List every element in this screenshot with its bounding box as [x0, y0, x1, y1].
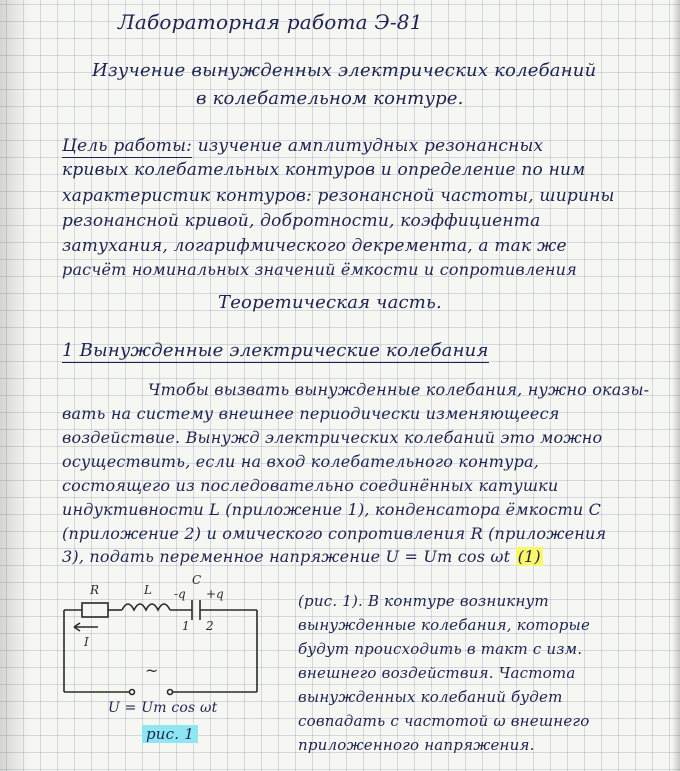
inductor-symbol	[122, 604, 170, 610]
section-1-line-2: вать на систему внешнее периодически изменяющееся	[62, 404, 560, 423]
figure-text-line-7: приложенного напряжения.	[298, 736, 535, 754]
label-r: R	[90, 583, 100, 597]
resistor-symbol	[82, 603, 108, 617]
page-edge	[672, 0, 680, 771]
section-1-heading-text: 1 Вынужденные электрические колебания	[62, 340, 489, 361]
figure-text-line-3: будут происходить в такт с изм.	[298, 640, 583, 658]
goal-label: Цель работы:	[62, 136, 193, 156]
section-1-heading	[62, 340, 489, 361]
subtitle-line-1: Изучение вынужденных электрических колебаний	[92, 60, 597, 81]
lab-title: Лабораторная работа Э-81	[118, 10, 423, 34]
source-equation: U = Um cos ωt	[108, 700, 218, 716]
equation-number: (1)	[517, 547, 541, 566]
label-plate-2: 2	[206, 619, 214, 633]
figure-text-line-6: совпадать с частотой ω внешнего	[298, 712, 590, 730]
goal-line-5: затухания, логарифмического декремента, а так же	[62, 236, 567, 256]
figure-caption-wrap	[142, 725, 198, 743]
label-plus-q: +q	[206, 587, 224, 601]
section-1-line-1: Чтобы вызвать вынужденные колебания, нужно оказы-	[148, 380, 650, 399]
goal-line-6: расчёт номинальных значений ёмкости и сопротивления	[62, 260, 577, 279]
figure-text-line-1: (рис. 1). В контуре возникнут	[298, 592, 549, 610]
section-1-line-5: состоящего из последовательно соединённых катушки	[62, 476, 559, 495]
label-c: C	[192, 573, 202, 587]
terminal-right	[168, 690, 173, 695]
label-current: I	[84, 635, 89, 649]
figure-caption: рис. 1	[142, 725, 198, 743]
section-1-line-3: воздействие. Вынужд электрических колебаний это можно	[62, 428, 603, 447]
goal-text-1: изучение амплитудных резонансных	[197, 136, 544, 156]
section-1-line-8	[62, 547, 543, 566]
goal-line-4: резонансной кривой, добротности, коэффициента	[62, 211, 541, 231]
figure-text-line-5: вынужденных колебаний будет	[298, 688, 563, 706]
section-1-line-6: индуктивности L (приложение 1), конденсатора ёмкости C	[62, 500, 602, 519]
goal-line-3: характеристик контуров: резонансной частоты, ширины	[62, 186, 615, 206]
label-minus-q: -q	[174, 587, 186, 601]
section-1-line-4: осуществить, если на вход колебательного контура,	[62, 452, 540, 471]
goal-line-1	[62, 136, 543, 156]
section-1-line-8-text: 3), подать переменное напряжение U = Um cos ωt	[62, 547, 511, 566]
figure-text-line-4: внешнего воздействия. Частота	[298, 664, 576, 682]
source-symbol: ~	[145, 661, 159, 680]
label-l: L	[144, 583, 152, 597]
subtitle-line-2: в колебательном контуре.	[196, 88, 464, 109]
goal-line-2: кривых колебательных контуров и определение по ним	[62, 160, 586, 180]
figure-text-line-2: вынужденные колебания, которые	[298, 616, 591, 634]
page-shadow	[0, 0, 30, 771]
label-plate-1: 1	[182, 619, 190, 633]
terminal-left	[130, 690, 135, 695]
theory-heading: Теоретическая часть.	[218, 292, 442, 313]
section-1-line-7: (приложение 2) и омического сопротивления R (приложения	[62, 524, 607, 543]
